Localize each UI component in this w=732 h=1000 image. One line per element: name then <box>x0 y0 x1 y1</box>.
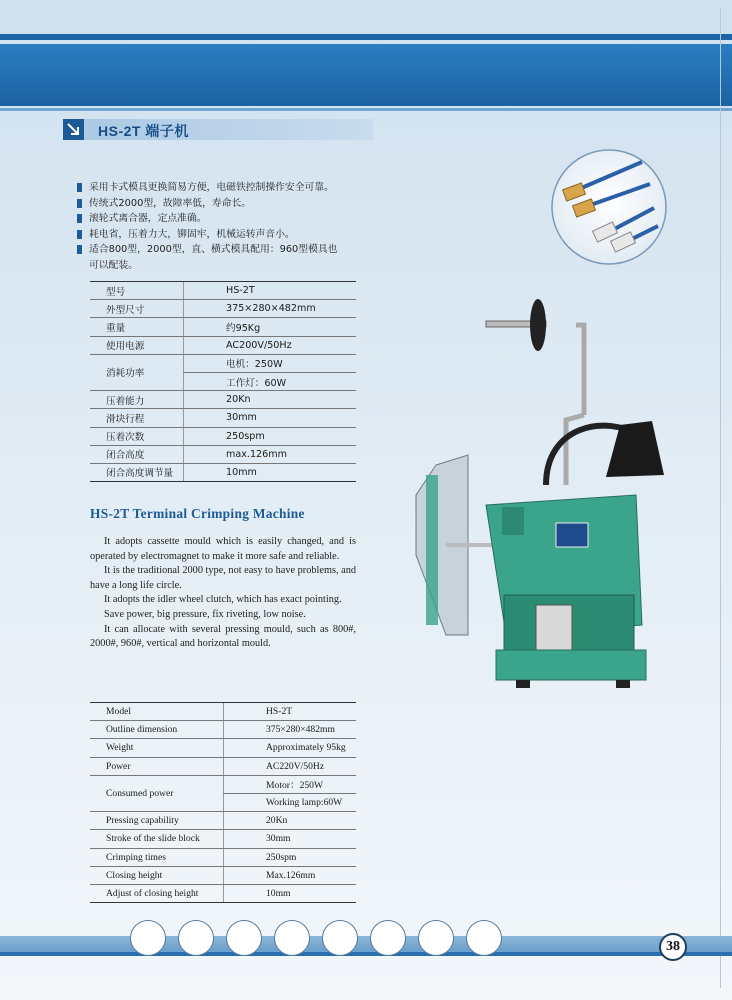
list-item: 滚轮式离合器，定点准确。 <box>77 211 377 227</box>
header-stripe-wide <box>0 44 732 106</box>
wire-icon <box>418 920 454 956</box>
arrow-down-right-icon <box>63 119 84 140</box>
table-row: 使用电源 AC200V/50Hz <box>90 336 356 354</box>
table-row: Model HS-2T <box>90 703 356 721</box>
table-row: Consumed power Motor：250W <box>90 775 356 793</box>
header-stripe-thin <box>0 34 732 40</box>
english-title: HS-2T Terminal Crimping Machine <box>90 506 305 521</box>
crimping-machine-image <box>406 295 668 695</box>
table-row: Stroke of the slide block 30mm <box>90 830 356 848</box>
bullet-square-icon <box>77 245 82 254</box>
table-row: 工作灯：60W <box>90 372 356 390</box>
cable-icon <box>322 920 358 956</box>
header-band <box>0 0 732 120</box>
cable-icon <box>274 920 310 956</box>
terminal-closeup-image <box>550 148 668 266</box>
page-edge-line <box>720 8 721 988</box>
terminal-icon <box>130 920 166 956</box>
table-row: Outline dimension 375×280×482mm <box>90 721 356 739</box>
table-row: 重量 约95Kg <box>90 318 356 336</box>
table-row: Crimping times 250spm <box>90 848 356 866</box>
paragraph: Save power, big pressure, fix riveting, low noise. <box>104 608 306 620</box>
table-row: 外型尺寸 375×280×482mm <box>90 300 356 318</box>
list-item: 适合800型，2000型，直、横式模具配用：960型模具也 <box>77 242 377 258</box>
english-description <box>90 535 356 652</box>
table-row: 闭合高度 max.126mm <box>90 445 356 463</box>
list-item: 采用卡式模具更换简易方便，电磁铁控制操作安全可靠。 <box>77 180 377 196</box>
table-row: 型号 HS-2T <box>90 282 356 300</box>
list-item: 传统式2000型，故障率低，寿命长。 <box>77 196 377 212</box>
bullet-square-icon <box>77 183 82 192</box>
bullet-square-icon <box>77 214 82 223</box>
section-title: HS-2T 端子机 <box>98 123 189 139</box>
section-title-bar <box>63 119 373 140</box>
bullet-square-icon <box>77 230 82 239</box>
table-row: 闭合高度调节量 10mm <box>90 463 356 481</box>
terminal-icon <box>178 920 214 956</box>
table-row: 滑块行程 30mm <box>90 409 356 427</box>
wire-icon <box>466 920 502 956</box>
paragraph: It is the traditional 2000 type, not easy to have problems, and have a long life circle. <box>90 565 356 591</box>
page-number: 38 <box>659 933 687 961</box>
table-row: 压着能力 20Kn <box>90 391 356 409</box>
table-row: Weight Approximately 95kg <box>90 739 356 757</box>
paragraph: It can allocate with several pressing mould, such as 800#, 2000#, 960#, vertical and horizontal mould. <box>90 623 356 650</box>
header-stripe-light <box>0 108 732 111</box>
table-row: Pressing capability 20Kn <box>90 812 356 830</box>
table-row: 消耗功率 电机：250W <box>90 354 356 372</box>
feature-list-cn <box>77 180 377 274</box>
paragraph: It adopts the idler wheel clutch, which has exact pointing. <box>104 594 342 606</box>
list-item: 耗电省，压着力大，铆固牢，机械运转声音小。 <box>77 227 377 243</box>
spec-table-en <box>90 702 356 903</box>
spec-table-cn <box>90 281 356 482</box>
product-icon-strip <box>130 920 530 960</box>
connector-icon <box>226 920 262 956</box>
table-row: Closing height Max.126mm <box>90 866 356 884</box>
paragraph: It adopts cassette mould which is easily changed, and is operated by electromagnet to make it more safe and reliable. <box>90 536 356 562</box>
list-item-continuation: 可以配装。 <box>89 259 138 271</box>
table-row: Power AC220V/50Hz <box>90 757 356 775</box>
wire-icon <box>370 920 406 956</box>
table-row: 压着次数 250spm <box>90 427 356 445</box>
table-row: Working lamp:60W <box>90 793 356 811</box>
bullet-square-icon <box>77 199 82 208</box>
table-row: Adjust of closing height 10mm <box>90 884 356 902</box>
